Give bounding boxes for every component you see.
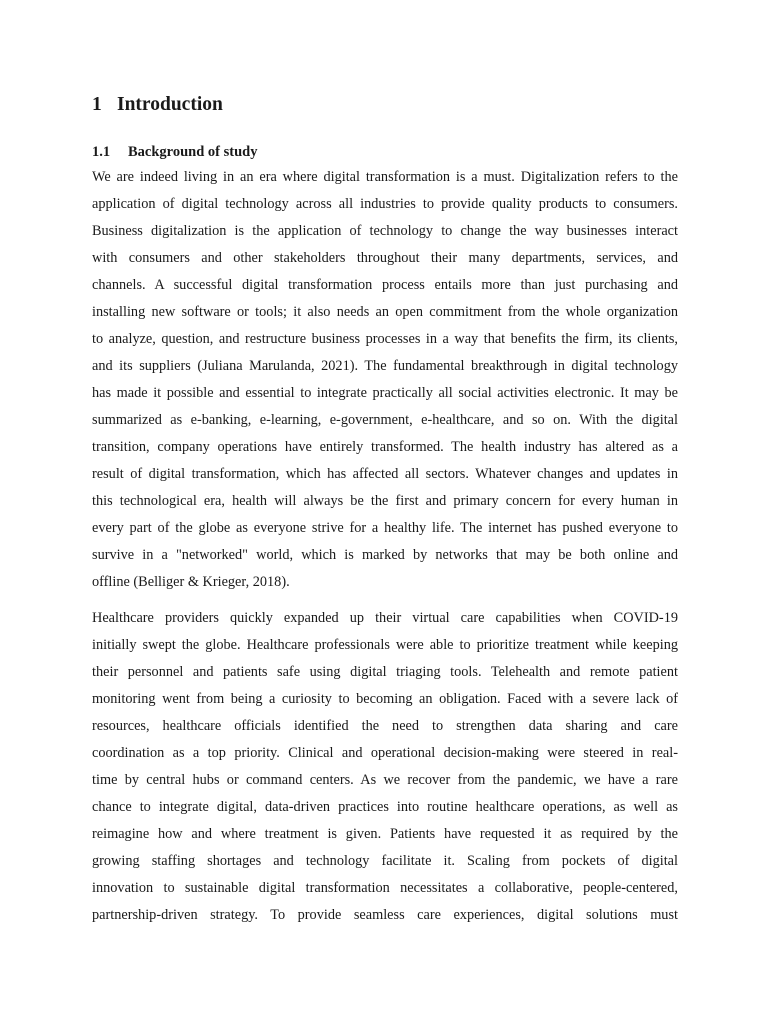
- chapter-number: 1: [92, 94, 102, 115]
- paragraph-line: and its suppliers (Juliana Marulanda, 2021). The fundamental breakthrough in digital technology: [92, 358, 678, 374]
- paragraph-line: reimagine how and where treatment is given. Patients have requested it as required by the: [92, 826, 678, 842]
- chapter-title: Introduction: [117, 94, 223, 115]
- paragraph-line: coordination as a top priority. Clinical and operational decision-making were steered in real-: [92, 745, 678, 761]
- paragraph-line: chance to integrate digital, data-driven practices into routine healthcare operations, as well as: [92, 799, 678, 815]
- section-heading: [92, 142, 682, 162]
- paragraph-line: with consumers and other stakeholders throughout their many departments, services, and: [92, 250, 678, 266]
- paragraph-line: has made it possible and essential to integrate practically all social activities electronic. It may be: [92, 385, 678, 401]
- paragraph-line: innovation to sustainable digital transformation necessitates a collaborative, people-centered,: [92, 880, 678, 896]
- paragraph-line: transition, company operations have entirely transformed. The health industry has altered as a: [92, 439, 678, 455]
- paragraph-line: initially swept the globe. Healthcare professionals were able to prioritize treatment while keeping: [92, 637, 678, 653]
- section-number: 1.1: [92, 144, 111, 160]
- paragraph-line: survive in a "networked" world, which is marked by networks that may be both online and: [92, 547, 678, 563]
- paragraph-line: Business digitalization is the application of technology to change the way businesses interact: [92, 223, 678, 239]
- section-title: Background of study: [128, 144, 258, 160]
- paragraph-line: every part of the globe as everyone strive for a healthy life. The internet has pushed everyone to: [92, 520, 678, 536]
- paragraph-line: to analyze, question, and restructure business processes in a way that benefits the firm, its clients,: [92, 331, 678, 347]
- paragraph-line: channels. A successful digital transformation process entails more than just purchasing and: [92, 277, 678, 293]
- paragraph-line: installing new software or tools; it also needs an open commitment from the whole organization: [92, 304, 678, 320]
- paragraph-2: [92, 608, 678, 932]
- paragraph-line: result of digital transformation, which has affected all sectors. Whatever changes and updates in: [92, 466, 678, 482]
- paragraph-line: offline (Belliger & Krieger, 2018).: [92, 574, 290, 590]
- paragraph-line: We are indeed living in an era where digital transformation is a must. Digitalization refers to the: [92, 169, 678, 185]
- paragraph-line: Healthcare providers quickly expanded up their virtual care capabilities when COVID-19: [92, 610, 678, 626]
- paragraph-1: [92, 167, 678, 599]
- paragraph-line: partnership-driven strategy. To provide seamless care experiences, digital solutions must: [92, 907, 678, 923]
- paragraph-line: monitoring went from being a curiosity to becoming an obligation. Faced with a severe lack of: [92, 691, 678, 707]
- paragraph-line: their personnel and patients safe using digital triaging tools. Telehealth and remote patient: [92, 664, 678, 680]
- paragraph-line: resources, healthcare officials identified the need to strengthen data sharing and care: [92, 718, 678, 734]
- paragraph-line: this technological era, health will always be the first and primary concern for every human in: [92, 493, 678, 509]
- chapter-heading: [92, 93, 682, 117]
- paragraph-line: application of digital technology across all industries to provide quality products to consumers.: [92, 196, 678, 212]
- paragraph-line: growing staffing shortages and technology facilitate it. Scaling from pockets of digital: [92, 853, 678, 869]
- paragraph-line: summarized as e-banking, e-learning, e-government, e-healthcare, and so on. With the digital: [92, 412, 678, 428]
- paragraph-line: time by central hubs or command centers. As we recover from the pandemic, we have a rare: [92, 772, 678, 788]
